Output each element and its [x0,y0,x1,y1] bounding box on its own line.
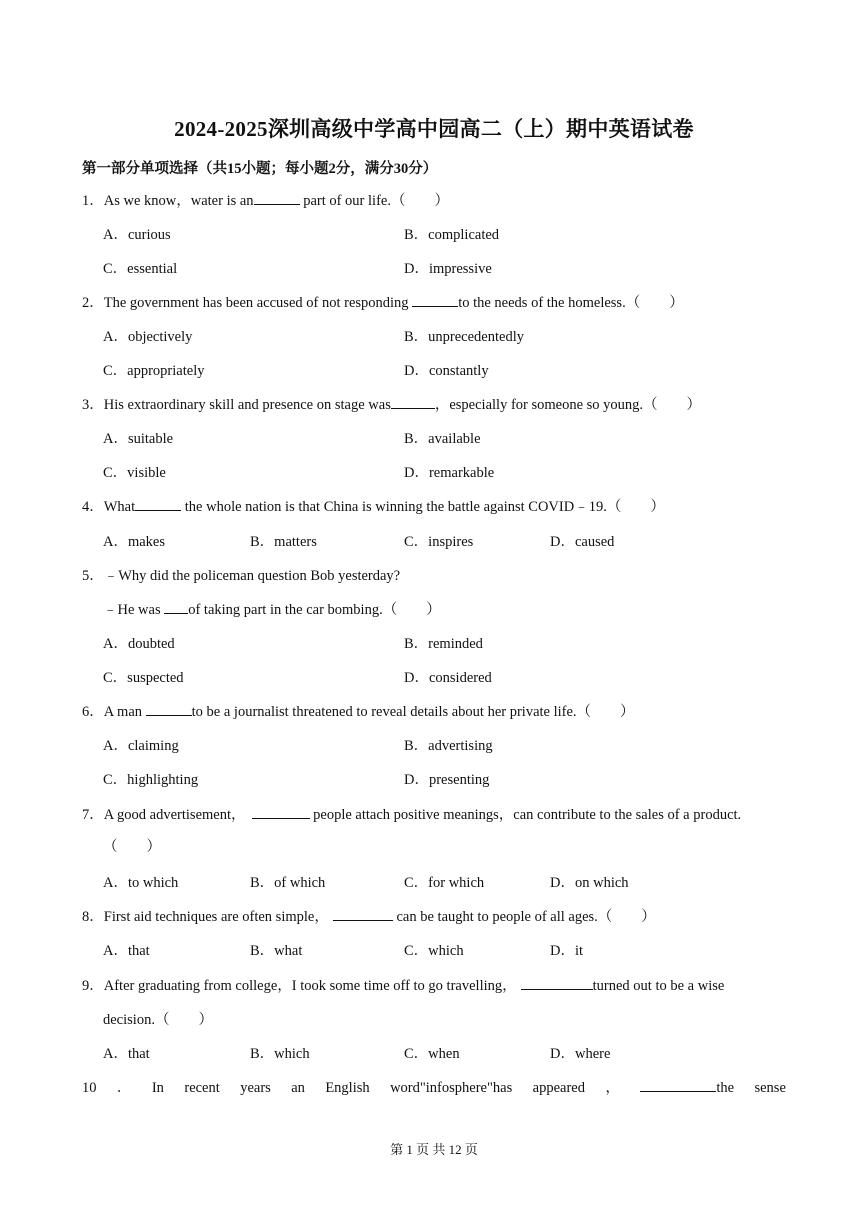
question-word: an [291,1080,305,1096]
question-text: turned out to be a wise [592,978,725,994]
question-word: In [151,1080,164,1096]
option-d: D．impressive [404,261,492,277]
answer-blank [521,977,593,990]
option-b: B．available [404,431,481,447]
option-a: A．suitable [103,431,174,447]
question-text: of taking part in the car bombing.（ ） [188,602,441,618]
option-c: C．essential [103,261,178,277]
answer-blank [391,396,435,409]
option-b: B．which [250,1046,310,1062]
question-5-response [103,601,441,619]
question-9 [82,977,724,995]
question-word: word"infosphere"has [390,1080,513,1096]
question-text: 6．A man [82,704,146,720]
question-text: the whole nation is that China is winning the battle against COVID﹣19.（ ） [181,499,665,515]
question-text: ，especially for someone so young.（ ） [434,397,702,413]
question-8 [82,908,656,926]
answer-blank [640,1079,716,1092]
option-d: D．on which [550,875,629,891]
option-b: B．what [250,943,303,959]
question-text: people attach positive meanings，can contribute to the sales of a product. [309,807,742,823]
question-text: 9．After graduating from college，I took some time off to go travelling， [82,978,517,994]
question-text: to the needs of the homeless.（ ） [458,295,684,311]
answer-blank [252,806,310,819]
question-word: sense [754,1080,786,1096]
question-text: 7．A good advertisement， [82,807,246,823]
question-word: years [240,1080,271,1096]
option-c: C．which [404,943,464,959]
option-b: B．complicated [404,227,500,243]
option-a: A．doubted [103,636,175,652]
option-c: C．when [404,1046,460,1062]
answer-blank [135,498,181,511]
option-b: B．matters [250,534,317,550]
option-d: D．presenting [404,772,490,788]
question-word: English [325,1080,370,1096]
question-word-group [640,1079,734,1097]
answer-blank [164,601,188,614]
question-text: 3．His extraordinary skill and presence on stage was [82,397,391,413]
section-heading: 第一部分单项选择（共15小题；每小题2分，满分30分） [82,161,438,177]
option-a: A．that [103,1046,150,1062]
option-d: D．it [550,943,584,959]
question-text: 1．As we know，water is an [82,193,254,209]
question-1 [82,192,449,210]
answer-blank [333,908,393,921]
option-a: A．claiming [103,738,179,754]
question-3 [82,396,701,414]
option-c: C．for which [404,875,485,891]
option-a: A．curious [103,227,171,243]
question-word: ， [605,1080,620,1096]
question-text: 4．What [82,499,136,515]
option-d: D．where [550,1046,611,1062]
option-b: B．reminded [404,636,483,652]
answer-blank [146,703,192,716]
question-4 [82,498,665,516]
option-c: C．inspires [404,534,474,550]
question-7 [82,806,741,824]
question-2 [82,294,684,312]
question-text: to be a journalist threatened to reveal details about her private life.（ ） [191,704,635,720]
option-c: C．suspected [103,670,184,686]
option-c: C．highlighting [103,772,199,788]
option-a: A．to which [103,875,179,891]
answer-blank [412,294,458,307]
question-word: recent [184,1080,220,1096]
option-b: B．unprecedentedly [404,329,524,345]
question-text: can be taught to people of all ages.（ ） [392,909,656,925]
question-10 [82,1079,786,1097]
page-title: 2024-2025深圳高级中学高中园高二（上）期中英语试卷 [174,117,694,141]
answer-blank [254,192,300,205]
question-text: ﹣He was [103,602,165,618]
option-a: A．objectively [103,329,193,345]
question-text: 8．First aid techniques are often simple， [82,909,329,925]
answer-parentheses: （ ） [103,839,161,855]
question-word: the [716,1080,735,1096]
option-c: C．appropriately [103,363,205,379]
option-d: D．considered [404,670,492,686]
question-word: appeared [532,1080,585,1096]
option-d: D．caused [550,534,615,550]
question-9-continued: decision.（ ） [103,1012,213,1028]
option-d: D．remarkable [404,465,495,481]
option-d: D．constantly [404,363,489,379]
question-6 [82,703,635,721]
option-b: B．of which [250,875,326,891]
option-a: A．that [103,943,150,959]
option-c: C．visible [103,465,166,481]
option-b: B．advertising [404,738,493,754]
option-a: A．makes [103,534,166,550]
question-word: ． [116,1080,132,1096]
page-footer: 第 1 页 共 12 页 [390,1142,478,1157]
question-text: part of our life.（ ） [299,193,449,209]
question-word: 10 [82,1080,97,1096]
question-text: 2．The government has been accused of not responding [82,295,413,311]
question-5: 5．﹣Why did the policeman question Bob yesterday? [82,568,401,584]
